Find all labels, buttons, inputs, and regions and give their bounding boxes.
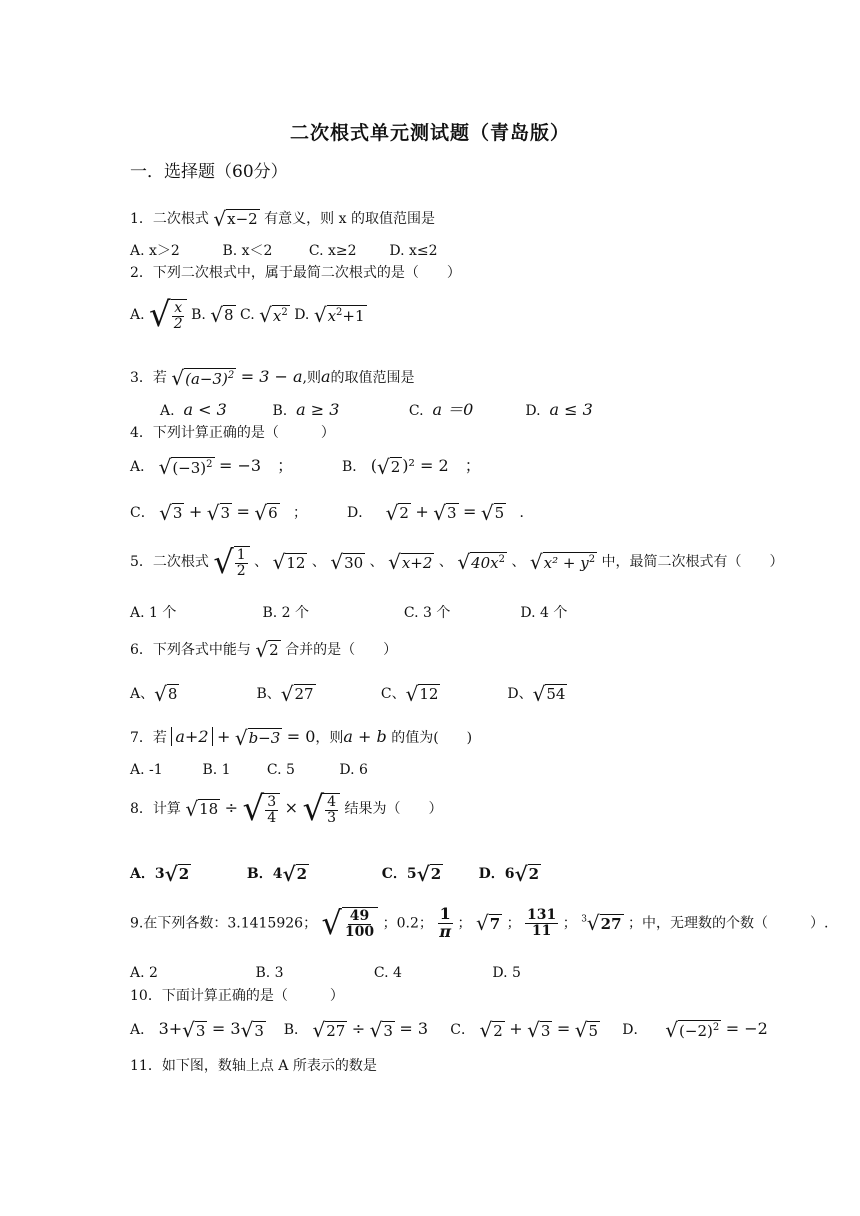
q4-d-plus: +: [415, 502, 429, 521]
q10-option-a-label: A．: [130, 1022, 155, 1039]
q6-option-b-label: B、: [256, 686, 281, 702]
q4-d-end: ．: [519, 505, 534, 521]
q8-option-c-radical: √2: [416, 862, 442, 886]
q5-radical-3: √30: [330, 550, 364, 575]
q10-option-c-label: C．: [450, 1022, 476, 1039]
q3-option-a-label: A.: [160, 403, 175, 419]
q9-radical-1: √ $\frac{49}{100}$: [322, 907, 379, 939]
q7-abs: a+2: [171, 727, 212, 746]
q6-option-b-radical: √27: [280, 682, 314, 706]
q7-option-b: B. 1: [202, 762, 231, 778]
q9-fraction-131: $\frac{131}{11}$: [527, 907, 557, 939]
q2-options: [130, 295, 367, 342]
q1-option-d: D. x≤2: [389, 243, 438, 259]
q6-option-c-label: C、: [380, 686, 406, 702]
q8-radical-1: √18: [185, 797, 219, 821]
q7-option-d: D. 6: [339, 762, 368, 778]
q8-option-d-radical: √2: [514, 862, 540, 886]
q1-option-a: A. x＞2: [130, 243, 180, 259]
q10-c-radical-2: √3: [527, 1018, 551, 1043]
q3-option-b-label: B.: [272, 403, 288, 419]
q2-option-c-label: C.: [240, 307, 255, 323]
section-heading: 一．选择题（60分）: [130, 162, 288, 182]
q6-suffix: 合并的是（ ）: [285, 642, 398, 658]
q3-prefix: 3．若: [130, 370, 167, 387]
q5-option-b: B. 2 个: [262, 605, 309, 621]
q2-option-d-label: D.: [294, 307, 310, 323]
q8-option-a: A．3: [130, 866, 165, 882]
q10-c-eq: =: [556, 1019, 571, 1039]
q4-option-c: [130, 503, 307, 523]
q1-option-b: B. x＜2: [222, 243, 273, 259]
q6-option-a-radical: √8: [154, 682, 178, 706]
q7-expr: a + b: [343, 727, 387, 746]
q3-options: [160, 402, 593, 418]
q9-mid-2: ；: [457, 915, 472, 932]
q5-sep-4: 、: [438, 554, 453, 571]
q5-radical-6: $√x^2 + y^2$: [529, 550, 596, 575]
q10-b-div: ÷: [351, 1019, 366, 1039]
q10-a-radical-2: √3: [240, 1018, 264, 1043]
q4-d-radical-2: √3: [433, 501, 457, 525]
q10-a-pre: 3+: [158, 1019, 183, 1039]
q6-prefix: 6．下列各式中能与: [130, 642, 251, 658]
q10-a-mid: = 3: [211, 1019, 241, 1039]
q9-option-a: A. 2: [130, 965, 158, 981]
q10-c-radical-3: √5: [574, 1018, 598, 1043]
q5-prefix: 5．二次根式: [130, 554, 209, 571]
q8-suffix: 结果为（ ）: [344, 801, 443, 817]
q9-radical-2: √7: [475, 911, 501, 936]
q7-option-a: A. -1: [130, 762, 163, 778]
q8-prefix: 8．计算: [130, 801, 181, 817]
q1-prefix: 1．二次根式: [130, 211, 209, 227]
q5-radical-5: $√40x^2$: [457, 550, 505, 575]
q8-radical-3: √ $\frac{4}{3}$: [302, 792, 340, 826]
q8-times: ×: [284, 798, 298, 817]
q5-sep-1: 、: [254, 554, 269, 571]
q4-option-b-label: B．: [342, 459, 367, 475]
q5-suffix: 中，最简二次根式有（ ）: [601, 554, 784, 571]
q4-c-radical-3: √6: [254, 501, 278, 525]
q7-suffix: 的值为( ): [391, 730, 473, 746]
q5-sep-3: 、: [369, 554, 384, 571]
q4-a-rhs: = −3 ；: [218, 456, 294, 476]
q3-rhs: = 3 − a: [240, 367, 303, 387]
question-11: 11．如下图，数轴上点 A 所表示的数是: [130, 1058, 377, 1074]
q8-option-b-radical: √2: [282, 862, 308, 886]
q2-option-c-radical: $√x^2$: [259, 303, 288, 327]
q10-option-d-label: D．: [622, 1022, 648, 1039]
q7-plus: +: [216, 727, 231, 746]
q4-option-c-label: C．: [130, 505, 155, 521]
q8-option-c: C．5: [381, 866, 417, 882]
q4-c-radical-2: √3: [206, 501, 231, 525]
q9-cube-index: 3: [581, 914, 587, 925]
question-1: [130, 209, 435, 229]
q5-radical-2: √12: [272, 550, 306, 575]
q9-mid-3: ；: [506, 915, 521, 932]
q3-option-d-label: D.: [525, 403, 541, 419]
question-6: [130, 640, 397, 660]
q8-options: [130, 864, 541, 884]
question-2: 2．下列二次根式中，属于最简二次根式的是（ ）: [130, 265, 461, 281]
q5-option-c: C. 3 个: [403, 605, 451, 621]
q10-c-radical-1: √2: [479, 1018, 503, 1043]
q9-mid-1: ；0.2；: [382, 915, 433, 932]
q4-option-a-label: A．: [130, 459, 155, 476]
q5-sep-2: 、: [311, 554, 326, 571]
q4-option-d: [347, 503, 533, 523]
q9-mid-4: ；: [562, 915, 577, 932]
q3-option-b: a ≥ 3: [296, 400, 340, 419]
q6-options: [130, 684, 567, 704]
q2-option-b-label: B.: [191, 307, 206, 323]
question-3: [130, 366, 415, 391]
question-5: [130, 543, 784, 590]
q4-c-plus: +: [188, 502, 203, 521]
q2-option-a-label: A.: [130, 307, 145, 323]
q10-d-rhs: = −2: [725, 1019, 768, 1039]
q3-option-c: a ＝0: [432, 400, 474, 419]
q10-d-radical: $√(-2)^2$: [665, 1018, 720, 1043]
q6-radical: √2: [255, 638, 279, 662]
q10-option-b-label: B．: [283, 1022, 308, 1039]
q1-option-c: C. x≥2: [308, 243, 357, 259]
q4-b-paren: (: [370, 456, 377, 475]
q10-b-rhs: = 3: [399, 1019, 429, 1039]
q7-options: [130, 763, 368, 777]
q4-d-eq: =: [462, 502, 477, 521]
q8-option-b: B．4: [246, 866, 283, 882]
q3-suffix2: 的取值范围是: [330, 370, 415, 387]
q4-c-radical-1: √3: [159, 501, 183, 525]
q4-b-radical: √2: [377, 455, 401, 479]
q2-option-d-radical: $√x^2+1$: [313, 303, 365, 327]
q6-option-c-radical: √12: [405, 682, 439, 706]
q10-c-plus: +: [509, 1019, 523, 1039]
q7-eq: = 0: [286, 727, 316, 746]
q9-option-b: B. 3: [255, 965, 284, 981]
q5-option-d: D. 4 个: [520, 605, 568, 621]
q6-option-d-label: D、: [507, 686, 533, 702]
q10-b-radical-1: √27: [312, 1018, 346, 1043]
q4-option-d-label: D．: [347, 505, 373, 521]
q5-sep-5: 、: [511, 554, 526, 571]
question-10: 10．下面计算正确的是（ ）: [130, 988, 344, 1004]
q1-suffix: 有意义，则 x 的取值范围是: [264, 211, 435, 227]
question-9: [130, 906, 828, 950]
question-8: [130, 789, 443, 838]
q3-option-d: a ≤ 3: [549, 400, 593, 419]
q9-option-d: D. 5: [492, 965, 521, 981]
q9-suffix: ；中，无理数的个数（ ）.: [628, 915, 829, 932]
q9-prefix: 9.在下列各数：3.1415926；: [130, 915, 318, 932]
q5-option-a: A. 1 个: [130, 605, 177, 621]
q7-prefix: 7．若: [130, 730, 167, 746]
q1-radical: √x−2: [213, 207, 258, 231]
q10-b-radical-2: √3: [369, 1018, 393, 1043]
q3-radical: $√(a-3)^2$: [171, 366, 235, 391]
q2-option-b-radical: √8: [210, 303, 234, 327]
question-4: 4．下列计算正确的是（ ）: [130, 425, 335, 441]
q10-options: [130, 1018, 768, 1043]
q6-option-a-label: A、: [130, 686, 155, 702]
q1-options: [130, 244, 438, 258]
question-7: [130, 728, 472, 748]
q8-option-a-radical: √2: [164, 862, 190, 886]
q4-d-radical-1: √2: [385, 501, 409, 525]
q5-radical-4: √x+2: [388, 550, 433, 575]
q5-radical-1: √ $\frac{1}{2}$: [213, 546, 249, 578]
q3-option-c-label: C.: [408, 403, 424, 419]
q5-options: [130, 606, 567, 620]
q7-option-c: C. 5: [266, 762, 295, 778]
q9-option-c: C. 4: [373, 965, 402, 981]
q3-suffix: ,则: [302, 370, 321, 387]
q2-option-a-radical: √ $\frac{x}{2}$: [149, 298, 187, 332]
q4-option-b: [342, 457, 481, 477]
q9-fraction-pi: $\frac{1}{\pi}$: [439, 904, 452, 941]
q7-radical: √b−3: [234, 726, 281, 750]
q4-b-rhs: )² = 2 ；: [402, 456, 481, 475]
q4-option-a: [130, 455, 294, 480]
q4-a-radical: $√(-3)^2$: [158, 455, 213, 480]
q3-var: a: [320, 367, 331, 387]
page-title: 二次根式单元测试题（青岛版）: [289, 122, 570, 144]
q6-option-d-radical: √54: [532, 682, 566, 706]
q9-cube-root: √27: [586, 911, 622, 936]
q10-a-radical-1: √3: [182, 1018, 206, 1043]
q9-options: [130, 966, 521, 980]
q4-c-eq: =: [236, 502, 250, 521]
q4-c-end: ；: [293, 505, 308, 521]
q8-div: ÷: [224, 798, 239, 817]
q3-option-a: a < 3: [183, 400, 227, 419]
q8-option-d: D．6: [478, 866, 515, 882]
q4-d-radical-3: √5: [480, 501, 505, 525]
q8-radical-2: √ $\frac{3}{4}$: [243, 792, 281, 826]
q7-mid: ，则: [315, 730, 344, 746]
